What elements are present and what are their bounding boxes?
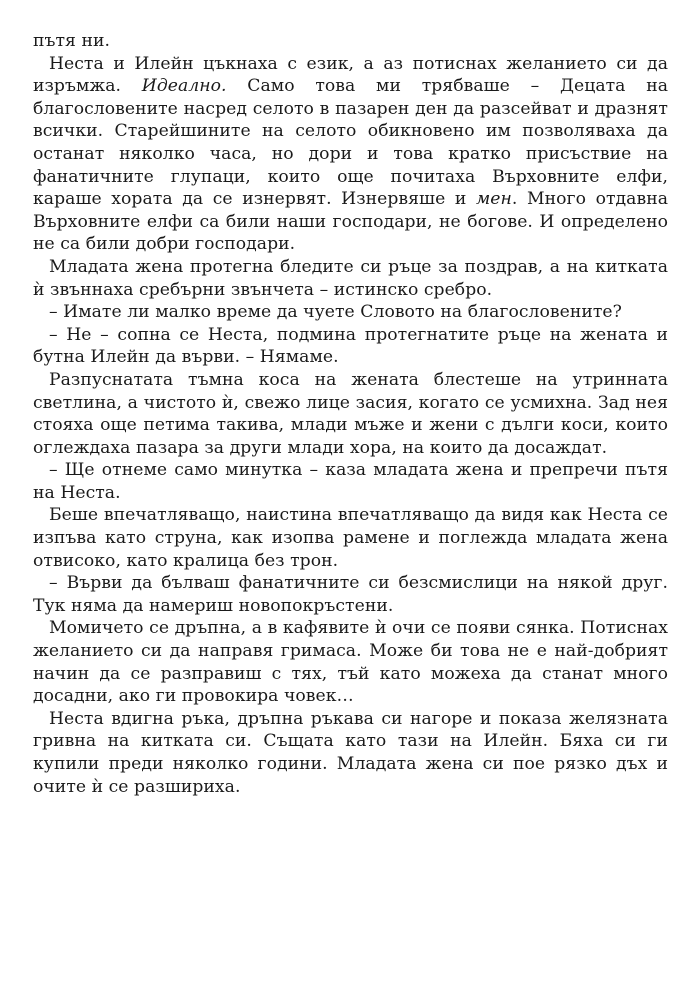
paragraph-1 bbox=[33, 53, 668, 256]
text-run: Момичето се дръпна, а в кафявите ѝ очи се появи сянка. Потиснах желанието си да направя гримаса. Може би това не е най-добрият начин да се разправиш с тях, тъй като можеха да станат много досадни, ако ги провокира човек… bbox=[33, 618, 668, 707]
text-run: Неста и Илейн цъкнаха с език, а аз потиснах желанието си да изръмжа. bbox=[33, 53, 668, 97]
text-run: Неста вдигна ръка, дръпна ръкава си нагоре и показа желязната гривна на китката си. Същата като тази на Илейн. Бяха си ги купили преди няколко години. Младата жена си пое рязко дъх и очите ѝ се разшириха. bbox=[33, 708, 668, 797]
italic-text: Идеално. bbox=[141, 76, 227, 97]
text-run: Само това ми трябваше – Децата на благословените насред селото в пазарен ден да разсейват и дразнят всички. Старейшините на селото обикновено им позволяваха да останат няколко часа, но дори и това кратко присъствие на фанатичните глупаци, които още почитаха Върховните елфи, караше хората да се изнервят. Изнервяше и bbox=[33, 76, 669, 210]
text-run: – Не – сопна се Неста, подмина протегнатите ръце на жената и бутна Илейн да върви. – Нямаме. bbox=[33, 324, 668, 368]
italic-text: мен bbox=[475, 189, 512, 210]
paragraph-5 bbox=[33, 369, 668, 459]
text-run: – Ще отнеме само минутка – каза младата жена и препречи пътя на Неста. bbox=[33, 460, 668, 503]
paragraph-4 bbox=[33, 324, 668, 369]
paragraph-10 bbox=[33, 708, 668, 798]
paragraph-8 bbox=[33, 572, 668, 617]
paragraph-3 bbox=[33, 301, 668, 324]
paragraph-0 bbox=[33, 30, 668, 53]
text-run: Разпуснатата тъмна коса на жената блестеше на утринната светлина, а чистото ѝ, свежо лице засия, когато се усмихна. Зад нея стояха още петима такива, млади мъже и жени с дълги коси, които оглеждаха пазара за други млади хора, на които да досаждат. bbox=[33, 369, 668, 458]
paragraph-2 bbox=[33, 256, 668, 301]
text-run: . Много отдавна Върховните елфи са били наши господари, не богове. И определено не са били добри господари. bbox=[33, 189, 668, 255]
text-run: – Върви да бълваш фанатичните си безсмислици на някой друг. Тук няма да намериш новопокръстени. bbox=[33, 573, 668, 616]
paragraph-9 bbox=[33, 617, 668, 707]
paragraph-6 bbox=[33, 459, 668, 504]
text-run: пътя ни. bbox=[33, 31, 110, 51]
text-run: Беше впечатляващо, наистина впечатляващо да видя как Неста се изпъва като струна, как изопва рамене и поглежда младата жена отвисоко, като кралица без трон. bbox=[33, 505, 668, 571]
text-run: Младата жена протегна бледите си ръце за поздрав, а на китката ѝ звъннаха сребърни звънчета – истинско сребро. bbox=[33, 256, 668, 300]
paragraph-7 bbox=[33, 504, 668, 572]
text-run: – Имате ли малко време да чуете Словото на благословените? bbox=[49, 302, 622, 323]
